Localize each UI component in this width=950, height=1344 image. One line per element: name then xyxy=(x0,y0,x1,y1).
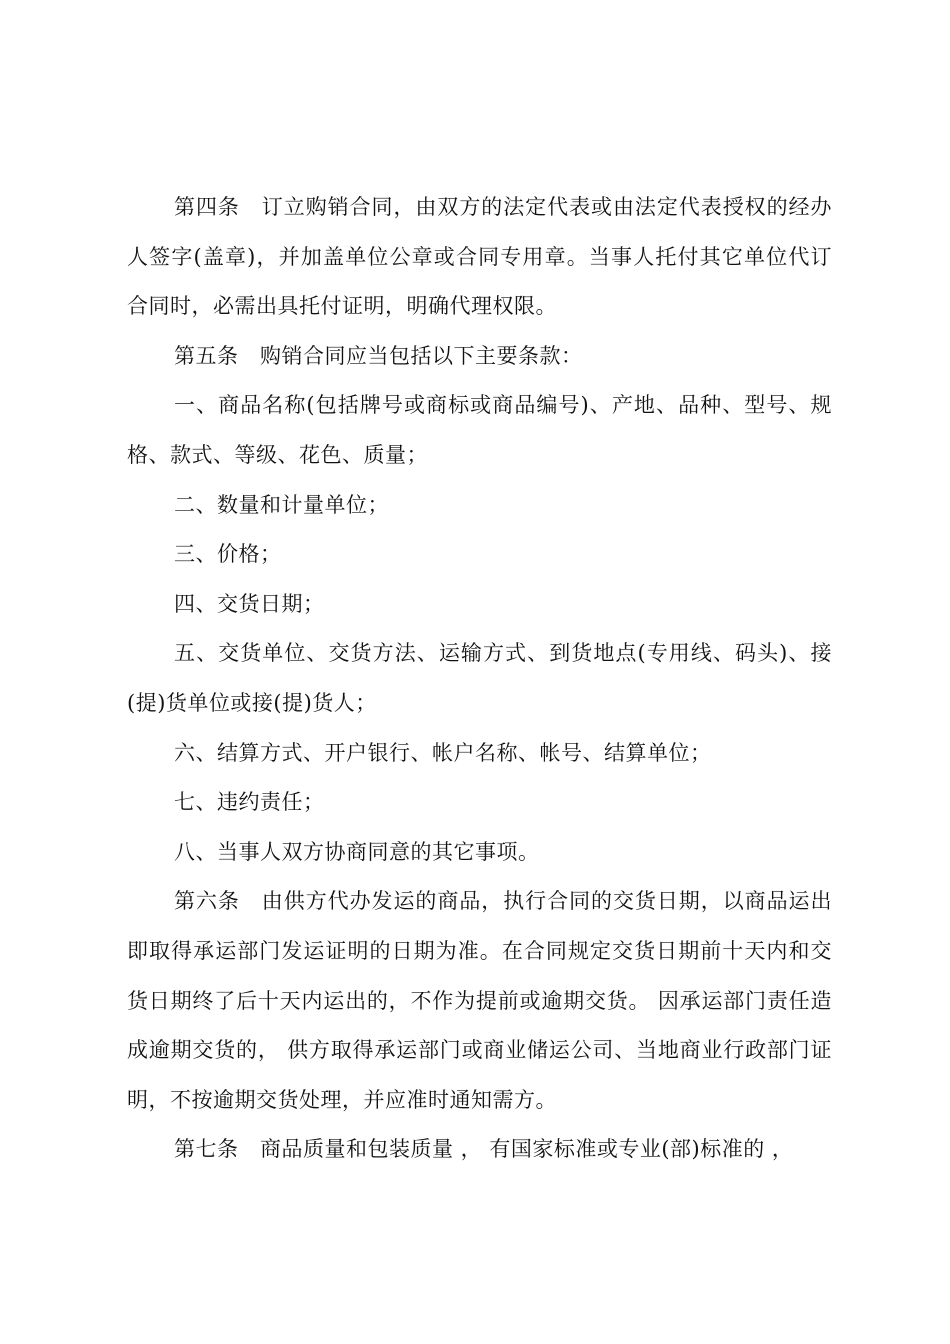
article-4-paragraph: 第四条 订立购销合同，由双方的法定代表或由法定代表授权的经办人签字(盖章)，并加盖单位公章或合同专用章。当事人托付其它单位代订合同时，必需出具托付证明，明确代理权限。 xyxy=(127,195,832,319)
document-body xyxy=(127,183,832,1175)
clause-1-paragraph: 一、商品名称(包括牌号或商标或商品编号)、产地、品种、型号、规格、款式、等级、花色、质量； xyxy=(127,393,832,467)
clause-2-paragraph: 二、数量和计量单位； xyxy=(174,492,389,517)
clause-5-paragraph: 五、交货单位、交货方法、运输方式、到货地点(专用线、码头)、接(提)货单位或接(提)货人； xyxy=(127,641,832,715)
clause-3-paragraph: 三、价格； xyxy=(174,542,282,567)
clause-6-paragraph: 六、结算方式、开户银行、帐户名称、帐号、结算单位； xyxy=(174,740,712,765)
clause-4-paragraph: 四、交货日期； xyxy=(174,591,325,616)
clause-7-paragraph: 七、违约责任； xyxy=(174,790,325,815)
article-5-paragraph: 第五条 购销合同应当包括以下主要条款： xyxy=(174,343,583,368)
article-7-paragraph: 第七条 商品质量和包装质量 ， 有国家标准或专业(部)标准的 ， xyxy=(174,1137,794,1162)
clause-8-paragraph: 八、当事人双方协商同意的其它事项。 xyxy=(174,839,540,864)
article-6-paragraph: 第六条 由供方代办发运的商品，执行合同的交货日期，以商品运出即取得承运部门发运证明的日期为准。在合同规定交货日期前十天内和交货日期终了后十天内运出的，不作为提前或逾期交货。 因承运部门责任造成逾期交货的， 供方取得承运部门或商业储运公司、当地商业行政部门证明，不按逾期交货处理，并应准时通知需方。 xyxy=(127,889,832,1112)
